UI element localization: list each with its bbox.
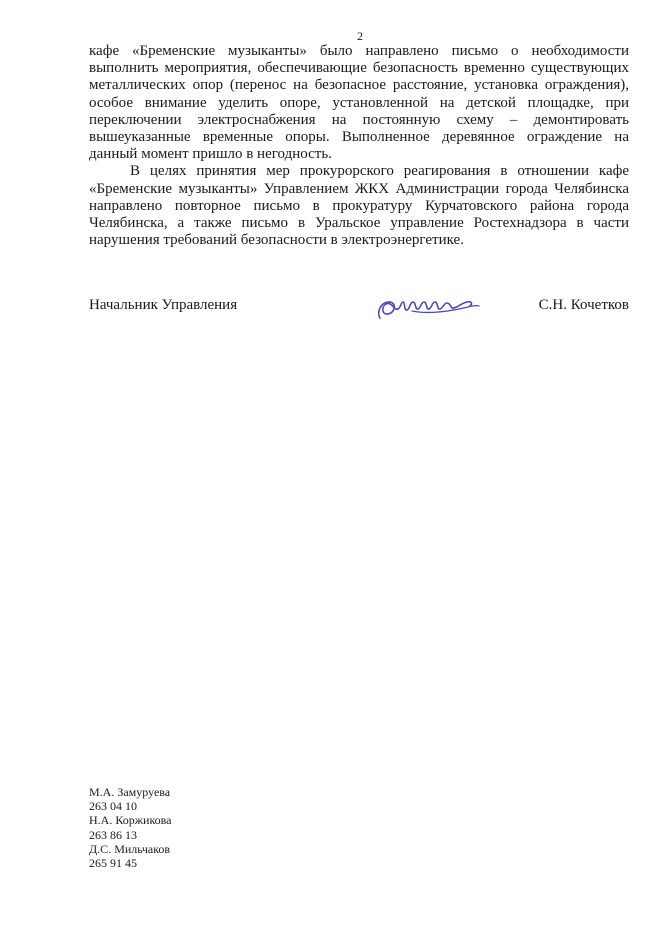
letter-body bbox=[89, 43, 629, 249]
contact-name: Д.С. Мильчаков bbox=[89, 841, 171, 856]
executors-contacts bbox=[89, 785, 172, 870]
contact-phone: 263 86 13 bbox=[89, 827, 137, 842]
page-number: 2 bbox=[357, 29, 363, 43]
contact-phone: 265 91 45 bbox=[89, 856, 137, 871]
body-paragraph-prosecutor-measures: В целях принятия мер прокурорского реагирования в отношении кафе «Бременские музыканты» Управлением ЖКХ Администрации города Челябинска направлено повторное письмо в прокуратуру Курчатовского района города Челябинска, а также письмо в Уральское управление Ростехнадзора в части нарушения требований безопасности в электроэнергетике. bbox=[89, 163, 629, 249]
signature-block bbox=[89, 295, 629, 325]
contact-name: М.А. Замуруева bbox=[89, 785, 171, 799]
contact-phone: 263 04 10 bbox=[89, 799, 137, 814]
handwritten-signature bbox=[372, 291, 484, 325]
contact-name: Н.А. Коржикова bbox=[89, 813, 172, 828]
signer-name: С.Н. Кочетков bbox=[538, 297, 629, 313]
signer-position: Начальник Управления bbox=[89, 297, 238, 313]
body-paragraph-continued: кафе «Бременские музыканты» было направлено письмо о необходимости выполнить мероприятия, обеспечивающие безопасность временно существующих металлических опор (перенос на безопасное расстояние, установка ограждения), особое внимание уделить опоре, установленной на детской площадке, при переключении электроснабжения на постоянную схему – демонтировать вышеуказанные временные опоры. Выполненное деревянное ограждение на данный момент пришло в негодность. bbox=[89, 43, 629, 163]
